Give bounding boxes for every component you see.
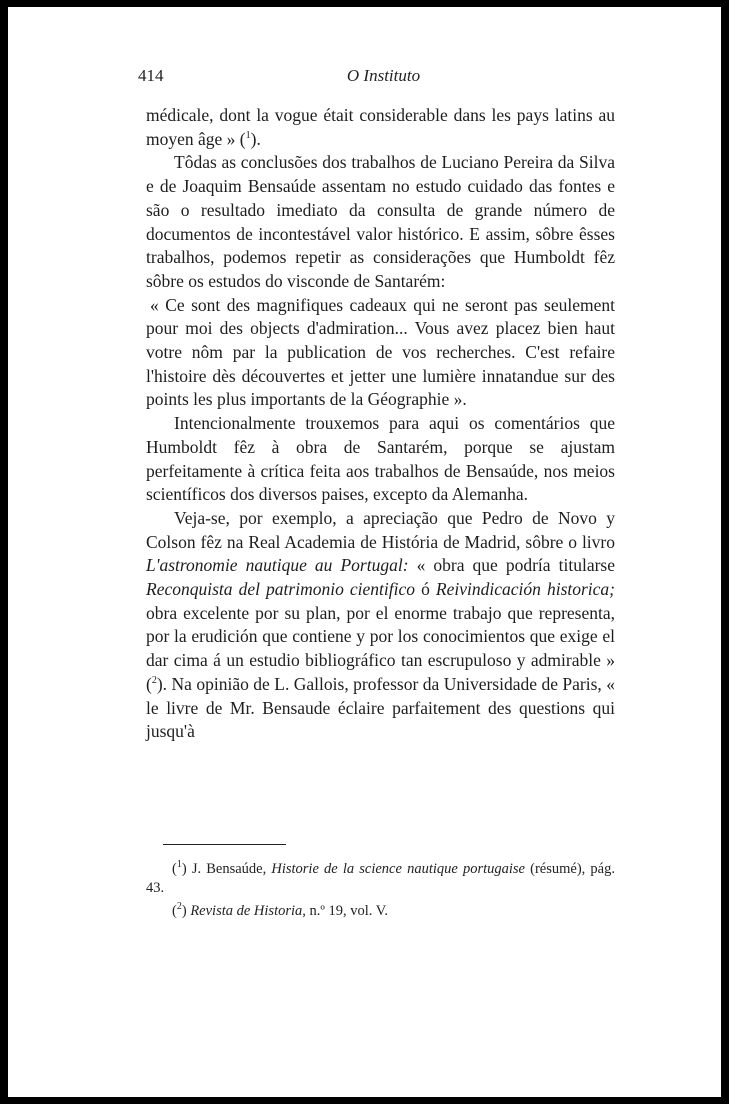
footnote-ref-1: 1 bbox=[245, 129, 251, 141]
footnote-1-author: J. Bensaúde, bbox=[191, 861, 272, 877]
footnote-1-title: Historie de la science nautique portugaise bbox=[271, 861, 525, 877]
footnote-ref-2: 2 bbox=[151, 675, 157, 687]
quote-title-reivindicacion: Reivindicación historica; bbox=[435, 579, 616, 600]
footnote-1-rest: (résumé), pág. 43. bbox=[146, 861, 615, 896]
paragraph-2: Tôdas as conclusões dos trabalhos de Luciano Pereira da Silva e de Joaquim Bensaúde assentam no estudo cuidado das fontes e são o resultado imediato da consulta de grande número de documentos de incontestável valor histórico. E assim, sôbre êsses trabalhos, podemos repetir as considerações que Humboldt fêz sôbre os estudos do visconde de Santarém: bbox=[146, 152, 615, 291]
body-text bbox=[146, 104, 615, 744]
paragraph-1-end: ). bbox=[250, 128, 261, 149]
footnote-divider bbox=[163, 844, 286, 845]
page-number: 414 bbox=[138, 66, 164, 85]
running-title: O Instituto bbox=[346, 66, 421, 85]
page-header bbox=[138, 66, 615, 90]
paragraph-5-part-d: obra excelente por su plan, por el enorme trabajo que representa, por la erudición que contiene y por los conocimientos que exige el dar cima á un estudio bibliográfico tan escrupuloso y admirable » ( bbox=[146, 602, 615, 694]
quote-title-reconquista: Reconquista del patrimonio cientifico bbox=[146, 579, 416, 600]
paragraph-5-part-e: ). Na opinião de L. Gallois, professor da Universidade de Paris, « le livre de Mr. Bensaude éclaire parfaitement des questions qui jusqu'à bbox=[146, 673, 615, 742]
paragraph-1 bbox=[146, 104, 615, 151]
footnote-2: ($^2$) Revista de Historia, n.º 19, vol. V. bbox=[172, 901, 389, 919]
footnote-2-title: Revista de Historia, bbox=[190, 903, 306, 919]
paragraph-5-part-c: ó bbox=[415, 579, 436, 600]
paragraph-5-part-b: « obra que podría titularse bbox=[408, 555, 615, 576]
paragraph-4: Intencionalmente trouxemos para aqui os comentários que Humboldt fêz à obra de Santarém, porque se ajustam perfeitamente à crítica feita aos trabalhos de Bensaúde, nos meios scientíficos dos diversos paises, excepto da Alemanha. bbox=[146, 413, 615, 505]
paragraph-3-quote: « Ce sont des magnifiques cadeaux qui ne seront pas seulement pour moi des objects d'admiration... Vous avez placez bien haut votre nôm par la publication de vos recherches. C'est refaire l'histoire dès découvertes et jetter une lumière innatandue sur des points les plus importants de la Géographie ». bbox=[146, 294, 615, 410]
paragraph-1-text: médicale, dont la vogue était considerable dans les pays latins au moyen âge » ( bbox=[146, 105, 615, 149]
paragraph-5-part-a: Veja-se, por exemplo, a apreciação que Pedro de Novo y Colson fêz na Real Academia de História de Madrid, sôbre o livro bbox=[146, 507, 615, 552]
footnote-2-marker: 2 bbox=[176, 901, 182, 913]
footnote-1-marker: 1 bbox=[176, 859, 182, 871]
paragraph-5 bbox=[146, 507, 615, 744]
footnote-2-rest: n.º 19, vol. V. bbox=[305, 903, 389, 919]
footnote-1: ($^1$) J. Bensaúde, Historie de la science nautique portugaise (résumé), pág. 43. bbox=[146, 859, 615, 896]
footnotes bbox=[146, 860, 615, 925]
book-title-astronomie: L'astronomie nautique au Portugal: bbox=[146, 555, 409, 576]
